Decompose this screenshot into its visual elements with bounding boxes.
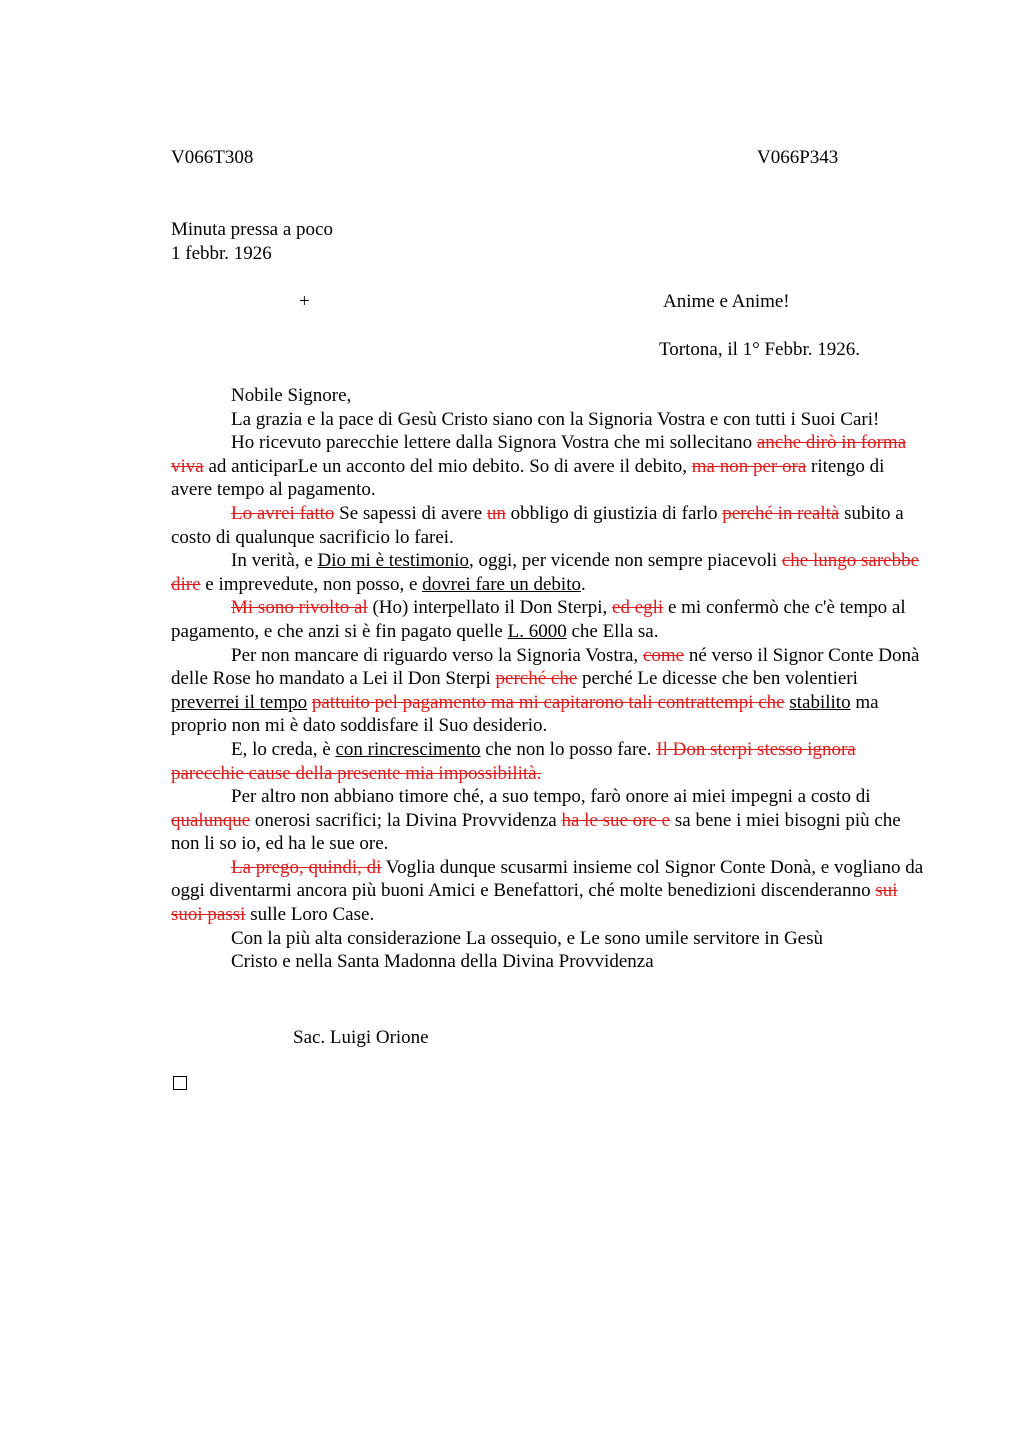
paragraph-10 xyxy=(171,856,929,927)
deleted-text: ha le sue ore e xyxy=(561,809,671,831)
text-span: onerosi sacrifici; la Divina Provvidenza xyxy=(250,809,562,831)
text-span: Cristo e nella Santa Madonna della Divina Provvidenza xyxy=(231,951,654,973)
paragraph-6 xyxy=(171,596,929,643)
text-span: Voglia dunque scusarmi insieme col Signor Conte Donà, e vogliano da oggi diventarmi ancora più buoni Amici e Benefattori, ché molte benedizioni discenderanno xyxy=(171,856,924,902)
text-span: La grazia e la pace di Gesù Cristo siano con la Signoria Vostra e con tutti i Suoi Cari! xyxy=(231,408,880,430)
text-span: né verso il Signor Conte Donà delle Rose ho mandato a Lei il Don Sterpi xyxy=(171,644,920,690)
closing-line-1 xyxy=(171,927,929,951)
signature: Sac. Luigi Orione xyxy=(293,1027,429,1048)
place-date: Tortona, il 1° Febbr. 1926. xyxy=(659,339,861,360)
note-line-1: Minuta pressa a poco xyxy=(171,219,333,240)
paragraph-greeting xyxy=(171,408,929,432)
underlined-text: Dio mi è testimonio xyxy=(317,550,469,572)
note-line-2: 1 febbr. 1926 xyxy=(171,243,272,264)
motto: Anime e Anime! xyxy=(663,291,790,312)
deleted-text: Il Don sterpi stesso ignora parecchie cause della presente mia impossibilità. xyxy=(171,738,856,784)
text-span: ritengo di avere tempo al pagamento. xyxy=(171,455,885,501)
text-span: (Ho) interpellato il Don Sterpi, xyxy=(367,597,613,619)
deleted-text: La prego, quindi, di xyxy=(231,856,382,878)
paragraph-7 xyxy=(171,644,929,738)
text-span: obbligo di giustizia di farlo xyxy=(505,502,723,524)
paragraph-4 xyxy=(171,502,929,549)
text-span: sulle Loro Case. xyxy=(245,904,375,926)
text-span: In verità, e xyxy=(231,550,318,572)
deleted-text: sui suoi passi xyxy=(171,880,898,926)
deleted-text: perché in realtà xyxy=(722,502,840,524)
checkbox-square-icon xyxy=(173,1076,187,1090)
underlined-text: L. 6000 xyxy=(507,620,567,642)
text-span: Per altro non abbiano timore ché, a suo tempo, farò onore ai miei impegni a costo di xyxy=(231,786,871,808)
text-span: che non lo posso fare. xyxy=(480,738,657,760)
document-code-left: V066T308 xyxy=(171,147,254,168)
deleted-text: perché che xyxy=(495,668,578,690)
document-code-right: V066P343 xyxy=(757,147,839,168)
deleted-text: anche dirò in forma viva xyxy=(171,432,907,477)
underlined-text: stabilito xyxy=(789,691,851,713)
salutation xyxy=(171,384,929,408)
deleted-text: che lungo sarebbe dire xyxy=(171,550,920,595)
letter-body xyxy=(171,384,929,974)
paragraph-5 xyxy=(171,549,929,596)
text-span: che Ella sa. xyxy=(566,620,659,642)
salutation-text: Nobile Signore, xyxy=(231,385,352,406)
text-span: e imprevedute, non posso, e xyxy=(200,573,423,595)
deleted-text: Mi sono rivolto al xyxy=(231,597,368,619)
deleted-text: pattuito pel pagamento ma mi capitarono tali contrattempi che xyxy=(311,691,785,713)
text-span: Con la più alta considerazione La ossequio, e Le sono umile servitore in Gesù xyxy=(231,927,824,949)
text-span: subito a costo di qualunque sacrificio lo farei. xyxy=(171,502,904,548)
deleted-text: ed egli xyxy=(612,597,664,619)
paragraph-8 xyxy=(171,738,929,785)
cross-symbol: + xyxy=(299,291,310,312)
paragraph-3 xyxy=(171,431,929,502)
underlined-text: dovrei fare un debito xyxy=(422,573,581,595)
underlined-text: preverrei il tempo xyxy=(171,691,308,713)
paragraph-9 xyxy=(171,785,929,856)
text-span: Per non mancare di riguardo verso la Signoria Vostra, xyxy=(231,644,643,666)
deleted-text: Lo avrei fatto xyxy=(231,502,335,524)
text-span: . xyxy=(580,573,586,595)
text-span: Se sapessi di avere xyxy=(334,502,487,524)
closing-line-2 xyxy=(171,950,929,974)
text-span: sa bene i miei bisogni più che non li so io, ed ha le sue ore. xyxy=(171,809,901,855)
deleted-text: un xyxy=(486,502,506,524)
deleted-text: qualunque xyxy=(171,809,251,831)
text-span: Ho ricevuto parecchie lettere dalla Signora Vostra che mi sollecitano xyxy=(231,432,757,454)
text-span: ad anticiparLe un acconto del mio debito. So di avere il debito, xyxy=(203,455,692,477)
text-span: E, lo creda, è xyxy=(231,738,336,760)
text-span: perché Le dicesse che ben volentieri xyxy=(577,668,858,690)
underlined-text: con rincrescimento xyxy=(335,738,481,760)
text-span: ma proprio non mi è dato soddisfare il Suo desiderio. xyxy=(171,691,879,737)
text-span: , oggi, per vicende non sempre piacevoli xyxy=(468,550,782,572)
text-span: e mi confermò che c'è tempo al pagamento, e che anzi si è fin pagato quelle xyxy=(171,597,906,642)
deleted-text: come xyxy=(642,644,685,666)
deleted-text: ma non per ora xyxy=(691,455,807,477)
